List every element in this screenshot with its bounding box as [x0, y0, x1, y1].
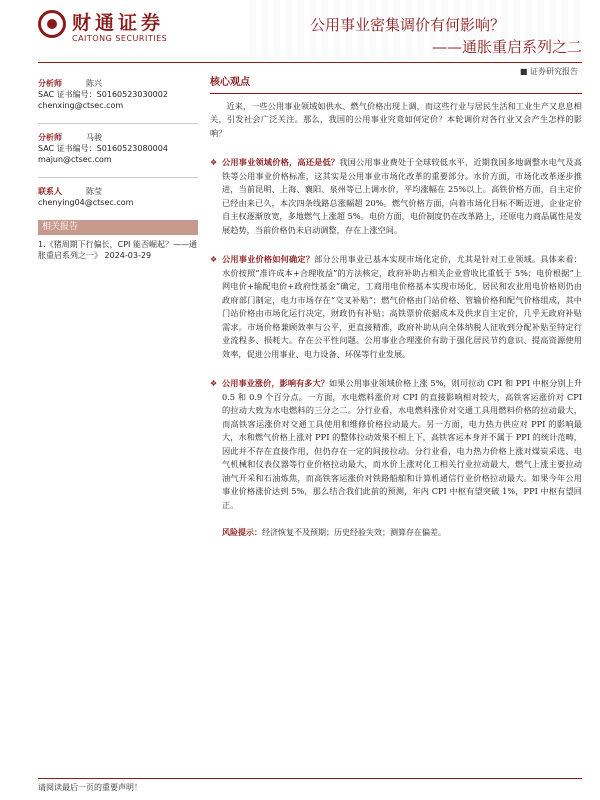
risk-warning	[210, 526, 582, 540]
logo-text-en: CAITONG SECURITIES	[72, 34, 168, 43]
section-1-heading: 公用事业领域价格，高还是低？	[222, 157, 340, 167]
diamond-bullet-icon: ❖	[210, 255, 218, 264]
section-3-heading: 公用事业涨价，影响有多大？	[222, 378, 329, 388]
contact-role: 联系人	[38, 187, 62, 196]
risk-label: 风险提示：	[222, 528, 262, 537]
core-views-title: 核心观点	[210, 76, 582, 94]
report-subtitle: ——通胀重启系列之二	[431, 38, 582, 56]
section-2	[210, 253, 582, 361]
section-2-heading: 公用事业价格如何确定？	[222, 254, 315, 264]
related-reports-header: 相关报告	[38, 220, 198, 235]
analyst-1	[38, 78, 198, 111]
contact	[38, 186, 198, 208]
analyst-role: 分析师	[38, 133, 62, 142]
contact-name: 陈莹	[86, 187, 102, 196]
section-3-body: 如果公用事业领域价格上涨 5%，则可拉动 CPI 和 PPI 中枢分别上升 0.5 和 0.9 个百分点。一方面，水电燃料涨价对 CPI 的直接影响相对较大，高铁客运涨价对 CPI 的拉动大致为水电燃料的三分之二。分行业看，水电燃料涨价对交通工具用燃料价格的拉动最大，而高铁客运涨价对交通工具使用和维修价格拉动最大。另一方面，电力热力供应对 PPI 的影响最大，水和燃气价格上涨对 PPI 的整体拉动效果不相上下，高铁客运本身并不属于 PPI 的统计范畴，因此并不存在直接作用，但仍存在一定的间接拉动。分行业看，电力热力价格上涨对煤炭采选、电气机械和仪表仪器等行业价格拉动最大，而水价上涨对化工相关行业拉动最大，燃气上涨主要拉动油气开采和石油炼焦，而高铁客运涨价对铁路船舶和计算机通信行业价格拉动最大。如果今年公用事业价格涨价达到 5%，那么结合我们此前的预测，年内 CPI 中枢有望突破 1%，PPI 中枢有望回正。	[222, 378, 582, 510]
diamond-bullet-icon: ❖	[210, 379, 218, 388]
divider	[38, 123, 198, 124]
intro-paragraph: 近来，一些公用事业领域如供水、燃气价格出现上调，而这些行业与居民生活和工业生产又息息相关，引发社会广泛关注。那么，我国的公用事业究竟如何定价？本轮调价对各行业又会产生怎样的影响？	[210, 100, 582, 138]
analyst-cert: SAC 证书编号：S0160523080004	[38, 144, 168, 153]
risk-body: 经济恢复不及预期；历史经验失效；测算存在偏差。	[262, 528, 446, 537]
analyst-email[interactable]: chenxing@ctsec.com	[38, 101, 124, 110]
section-2-body: 部分公用事业已基本实现市场化定价，尤其是针对工业领域。具体来看：水价按照“准许成本+合理收益”的方法核定，政府补助占相关企业营收比重低于 5%；电价根据“上网电价+输配电价+政府性基金”确定，工商用电价格基本实现市场化，居民和农业用电价格则仍由政府部门制定，电力市场存在“交叉补贴”；燃气价格由门站价格、管输价格和配气价格组成，其中门站价格由市场化运行决定，财政仍有补贴；高铁票价依据成本及供求自主定价，几乎无政府补贴需求。市场价格兼顾效率与公平，更直接精准，政府补助从向全体纳税人征收到分配补贴至特定行业流程多、损耗大。存在公平性问题。公用事业合理涨价有助于强化居民节约意识、提高资源使用效率，促进公用事业、电力设备、环保等行业发展。	[222, 254, 582, 359]
related-report-item[interactable]: 1.《猪周期下行偏长，CPI 能否崛起？——通胀重启系列之一》 2024-03-29	[38, 240, 197, 260]
sidebar	[38, 78, 198, 261]
diamond-bullet-icon: ❖	[210, 158, 218, 167]
analyst-cert: SAC 证书编号：S0160523030002	[38, 90, 168, 99]
analyst-role: 分析师	[38, 79, 62, 88]
logo-text-cn: 财通证券	[72, 12, 165, 34]
header-divider	[38, 62, 582, 63]
section-1-body: 我国公用事业费处于全球较低水平，近期我国多地调整水电气及高铁等公用事业价格标准，这其实是公用事业市场化改革的重要部分。水价方面，市场化改革逐步推进，当前昆明、上海、襄阳、泉州等已上调水价，平均涨幅在 25%以上。高铁价格方面，自主定价已经由来已久，本次四条线路总涨幅超 20%。燃气价格方面，向着市场化目标不断迈进，企业定价自主权逐渐放宽，多地燃气上涨超 5%。电价方面，电价制度仍在改革路上，还原电力商品属性是发展趋势，当前价格仍未启动调整，存在上涨空间。	[222, 157, 582, 235]
logo-mark-icon	[38, 10, 66, 38]
footer-disclaimer: 请阅读最后一页的重要声明！	[38, 783, 142, 792]
main-content	[210, 76, 582, 540]
section-1	[210, 156, 582, 237]
report-title: 公用事业密集调价有何影响？	[309, 16, 505, 34]
analyst-name: 陈兴	[86, 79, 102, 88]
footer-divider	[38, 778, 582, 779]
divider	[38, 177, 198, 178]
analyst-2	[38, 132, 198, 165]
analyst-email[interactable]: majun@ctsec.com	[38, 155, 112, 164]
company-logo	[38, 8, 188, 48]
report-type-label: ■ 证券研究报告	[519, 67, 578, 76]
analyst-name: 马骏	[86, 133, 102, 142]
section-3	[210, 377, 582, 512]
contact-email[interactable]: chenying04@ctsec.com	[38, 198, 134, 207]
